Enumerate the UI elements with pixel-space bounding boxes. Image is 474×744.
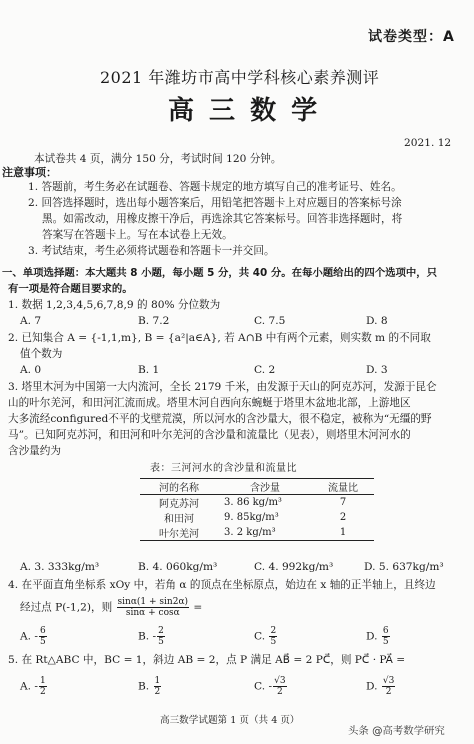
exam-intro: 本试卷共 4 页，满分 150 分，考试时间 120 分钟。 (34, 153, 282, 165)
section-heading: 一、单项选择题：本大题共 8 小题，每小题 5 分，共 40 分。在每小题给出的四个选项中，只 (2, 267, 438, 279)
option-sign: - (152, 630, 157, 643)
fraction-numerator: 1 (154, 676, 161, 686)
option-sign: - (34, 630, 38, 643)
option-fraction (269, 626, 277, 647)
option-label: C. (254, 680, 266, 693)
q2-option-a: A. 0 (20, 364, 42, 376)
q4-option-b (138, 626, 166, 647)
q4-option-d (366, 626, 391, 647)
fraction-denominator: 2 (40, 687, 46, 697)
q3-option-a: A. 3. 333kg/m³ (20, 561, 100, 573)
q1-option-c: C. 7.5 (254, 315, 286, 327)
page-footer: 高三数学试题第 1 页（共 4 页） (160, 715, 300, 726)
option-label: A. (20, 630, 32, 643)
note-line: 1. 答题前，考生务必在试题卷、答题卡规定的地方填写自己的准考证号、姓名。 (28, 181, 402, 193)
exam-title: 2021 年潍坊市高中学科核心素养测评 (100, 68, 380, 87)
section-heading-cont: 有一项是符合题目要求的。 (8, 283, 133, 295)
option-label: A. (20, 680, 32, 693)
option-label: D. (366, 680, 378, 693)
fraction-numerator: 6 (40, 626, 46, 636)
question-5-stem: 5. 在 Rt△ABC 中，BC = 1，斜边 AB = 2，点 P 满足 AB⃗ = 2 PC⃗，则 PC⃗ · PA⃗ = (8, 654, 406, 666)
q4-option-c (254, 626, 278, 647)
q4-fraction-denominator: sinα + cosα (125, 608, 180, 618)
question-4-stem-cont (20, 597, 202, 618)
option-sign: - (34, 680, 38, 693)
table-row (140, 525, 374, 541)
note-line: 2. 回答选择题时，选出每小题答案后，用铅笔把答题卡上对应题目的答案标号涂 (28, 197, 402, 209)
option-fraction (157, 626, 165, 647)
fraction-numerator: 6 (382, 626, 389, 636)
note-line: 3. 考试结束，考生必须将试题卷和答题卡一并交回。 (28, 245, 275, 257)
q5-option-c (254, 676, 288, 697)
table-cell: 3. 86 kg/m³ (224, 497, 282, 508)
q4-option-a (20, 626, 48, 647)
fraction-numerator: 1 (40, 676, 46, 686)
option-label: B. (138, 630, 150, 643)
notes-heading: 注意事项： (2, 166, 57, 179)
question-3-stem: 3. 塔里木河为中国第一大内流河，全长 2179 千米，由发源于天山的阿克苏河，发源于昆仑 (8, 381, 437, 393)
q4-fraction-numerator: sinα(1 + sin2α) (117, 597, 189, 607)
q4-suffix: = (193, 601, 203, 614)
option-fraction (382, 626, 390, 647)
fraction-numerator: 2 (270, 626, 277, 636)
q3-option-b: B. 4. 060kg/m³ (138, 561, 218, 573)
fraction-denominator: 2 (276, 687, 283, 697)
table-cell: 2 (339, 512, 347, 523)
question-3-stem-cont: 山的叶尔羌河，和田河汇流而成。塔里木河自西向东蜿蜒于塔里木盆地北部，上游地区 (8, 397, 411, 409)
q3-option-d: D. 5. 637kg/m³ (364, 561, 444, 573)
q4-prefix: 经过点 P(-1,2)，则 (20, 601, 113, 614)
paper-type-label: 试卷类型：A (368, 29, 455, 45)
option-label: C. (254, 630, 266, 643)
table-cell: 1 (339, 527, 347, 538)
q5-option-d (366, 676, 396, 697)
option-fraction (273, 676, 286, 697)
option-fraction (382, 676, 395, 697)
option-fraction (154, 676, 162, 697)
table-header-river: 河的名称 (159, 483, 199, 494)
q1-option-d: D. 8 (366, 315, 388, 327)
table-cell: 阿克苏河 (159, 499, 199, 510)
table-cell: 3. 2 kg/m³ (224, 527, 276, 538)
option-sign: - (268, 680, 273, 693)
table-cell: 和田河 (164, 514, 194, 525)
question-3-stem-cont: 大多流经configured不平的戈壁荒漠，所以河水的含沙量大，很不稳定，被称为“无缰的野 (8, 413, 432, 425)
q4-fraction (117, 597, 189, 618)
q2-option-d: D. 3 (366, 364, 388, 376)
fraction-denominator: 2 (385, 687, 392, 697)
question-2-stem: 2. 已知集合 A = {-1,1,m}, B = {a²|a∈A}, 若 A∩B 中有两个元素，则实数 m 的不同取 (8, 332, 431, 344)
question-3-stem-cont: 含沙量约为 (8, 445, 61, 457)
fraction-denominator: 5 (270, 637, 277, 647)
fraction-denominator: 5 (382, 637, 389, 647)
question-4-stem: 4. 在平面直角坐标系 xOy 中，若角 α 的顶点在坐标原点，始边在 x 轴的正半轴上，且终边 (8, 579, 436, 591)
table-row (140, 510, 374, 525)
q3-option-c: C. 4. 992kg/m³ (254, 561, 334, 573)
fraction-numerator: √3 (274, 676, 286, 686)
table-header-sediment: 含沙量 (250, 483, 280, 494)
q5-option-a (20, 676, 48, 697)
option-label: B. (138, 680, 150, 693)
fraction-numerator: √3 (382, 676, 395, 686)
watermark-text: 头条 @高考数学研究 (348, 725, 445, 737)
q1-option-b: B. 7.2 (138, 315, 170, 327)
table-cell: 7 (339, 497, 347, 508)
q2-option-b: B. 1 (138, 364, 160, 376)
q2-option-c: C. 2 (254, 364, 276, 376)
fraction-denominator: 2 (154, 687, 161, 697)
note-line: 答案写在答题卡上。写在本试卷上无效。 (42, 229, 233, 241)
option-fraction (39, 626, 47, 647)
q1-option-a: A. 7 (20, 315, 42, 327)
table-cell: 叶尔羌河 (159, 529, 199, 540)
table-caption: 表：三河河水的含沙量和流量比 (150, 463, 297, 474)
question-2-stem-cont: 值个数为 (20, 348, 63, 360)
table-cell: 9. 85kg/m³ (224, 512, 279, 523)
note-line: 黑。如需改动，用橡皮擦干净后，再选涂其它答案标号。回答非选择题时，将 (42, 213, 403, 225)
option-fraction (39, 676, 47, 697)
option-label: D. (366, 630, 378, 643)
subject-title: 高 三 数 学 (168, 96, 321, 126)
exam-date: 2021. 12 (404, 137, 452, 149)
fraction-denominator: 5 (158, 637, 164, 647)
table-header-flow-ratio: 流量比 (328, 483, 358, 494)
q5-option-b (138, 676, 162, 697)
fraction-numerator: 2 (158, 626, 164, 636)
question-3-stem-cont: 马”。已知阿克苏河，和田河和叶尔羌河的含沙量和流量比（见表），则塔里木河河水的 (8, 429, 411, 441)
sand-table (140, 478, 374, 541)
fraction-denominator: 5 (40, 637, 46, 647)
question-1-stem: 1. 数据 1,2,3,4,5,6,7,8,9 的 80% 分位数为 (8, 299, 221, 311)
table-row (140, 495, 374, 511)
